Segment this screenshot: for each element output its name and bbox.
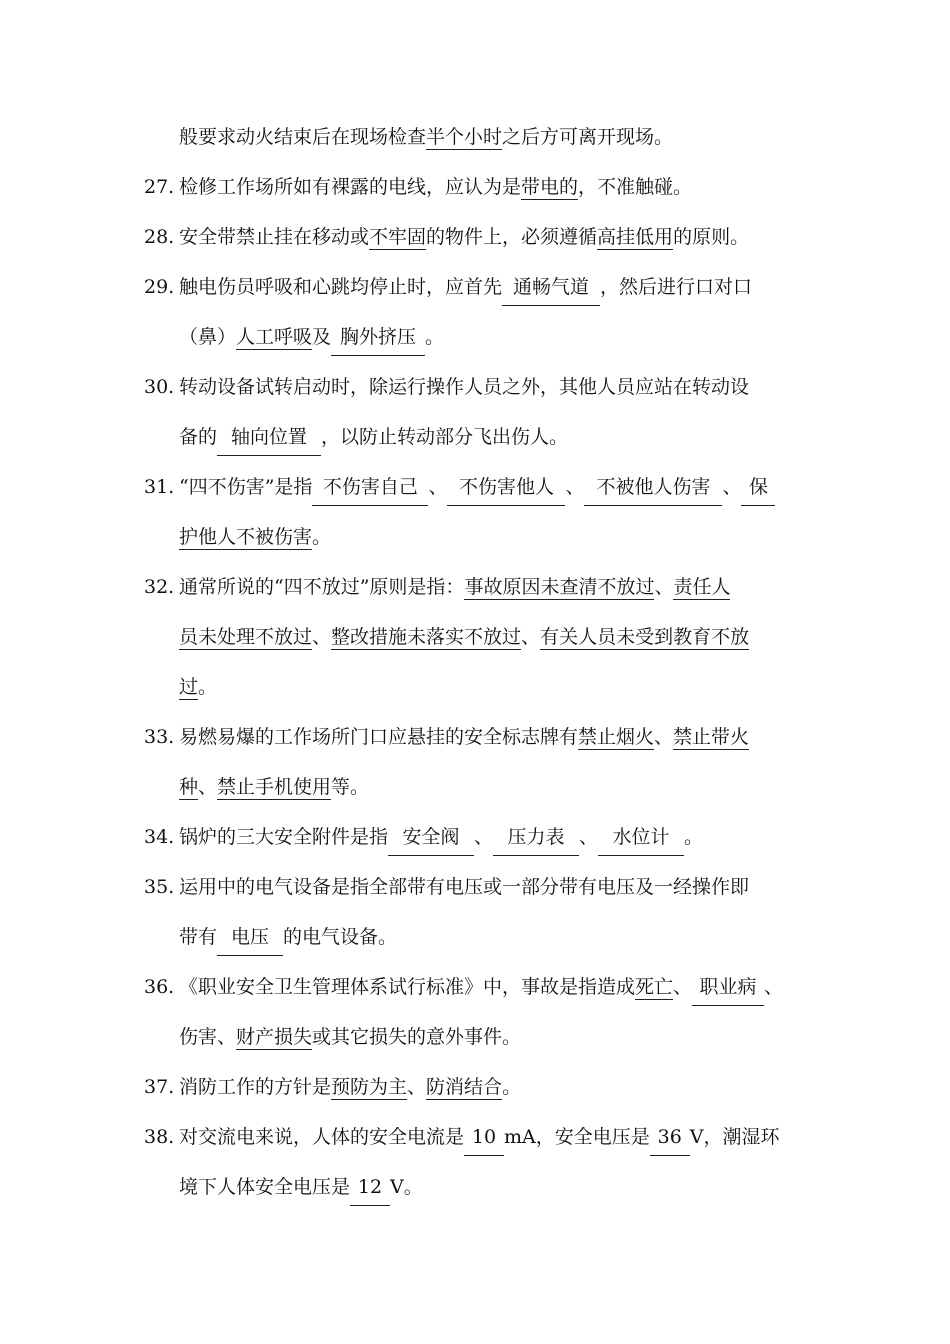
text-segment: ，以防止转动部分飞出伤人。 [321,426,569,448]
text-segment: 、 [407,1076,427,1098]
line-text [179,920,397,956]
answer-blank: 财产损失 [236,1026,313,1048]
item-number: 35. [144,876,175,898]
text-line [0,370,950,404]
text-segment: 检修工作场所如有裸露的电线，应认为是 [179,176,522,198]
text-segment: （鼻） [179,326,237,348]
text-segment: 备的 [179,426,218,448]
text-segment: 的原则。 [673,226,750,248]
text-segment: 、 [312,626,332,648]
line-text [179,420,568,456]
line-text [179,370,749,404]
answer-blank: 带电的 [521,176,579,198]
text-segment: 般要求动火结束后在现场检查 [179,126,427,148]
answer-blank: 防消结合 [426,1076,503,1098]
text-segment: 、 [722,476,742,498]
line-text [179,1070,521,1104]
text-line [0,270,950,304]
text-line [0,1070,950,1104]
answer-blank: 人工呼吸 [236,326,313,348]
text-line [0,120,950,154]
answer-blank: 责任人 [673,576,731,598]
item-number: 34. [144,826,175,848]
answer-blank: 通畅气道 [502,270,600,306]
text-segment: 、 [198,776,218,798]
text-segment: 、 [565,476,585,498]
line-text [179,820,703,856]
text-line [0,1120,950,1154]
text-segment: 。 [198,676,218,698]
answer-blank: 员未处理不放过 [179,626,313,648]
item-number: 33. [144,726,175,748]
item-number: 27. [144,176,175,198]
text-line [0,220,950,254]
text-segment: 的电气设备。 [283,926,398,948]
text-segment: 。 [502,1076,522,1098]
answer-blank: 水位计 [598,820,684,856]
text-segment: mA，安全电压是 [504,1126,650,1148]
text-segment: 、 [673,976,693,998]
text-line [0,920,950,954]
text-segment: 易燃易爆的工作场所门口应悬挂的安全标志牌有 [179,726,579,748]
text-segment: 触电伤员呼吸和心跳均停止时，应首先 [179,276,503,298]
line-text [179,320,444,356]
answer-blank: 禁止手机使用 [217,776,332,798]
text-segment: 安全带禁止挂在移动或 [179,226,370,248]
line-text [179,1020,521,1054]
item-number: 36. [144,976,175,998]
text-segment: 、 [474,826,494,848]
text-segment: ，不准触碰。 [578,176,693,198]
text-segment: 的物件上，必须遵循 [426,226,598,248]
line-text [179,1120,780,1156]
text-line [0,520,950,554]
answer-blank: 轴向位置 [217,420,321,456]
text-segment: 。 [425,326,445,348]
answer-blank: 保 [741,470,775,506]
text-segment: V。 [390,1176,423,1198]
item-number: 38. [144,1126,175,1148]
text-line [0,820,950,854]
answer-blank: 电压 [217,920,283,956]
line-text [179,770,369,804]
text-line [0,470,950,504]
answer-blank: 整改措施未落实不放过 [331,626,522,648]
item-number: 29. [144,276,175,298]
line-text [179,570,730,604]
line-text [179,870,749,904]
answer-blank: 半个小时 [426,126,503,148]
text-segment: 、 [764,976,784,998]
text-segment: 对交流电来说，人体的安全电流是 [179,1126,465,1148]
answer-blank: 不被他人伤害 [584,470,722,506]
text-segment: 、 [654,726,674,748]
text-line [0,1170,950,1204]
answer-blank: 不伤害他人 [447,470,565,506]
item-number: 32. [144,576,175,598]
line-text [179,520,331,554]
answer-blank: 有关人员未受到教育不放 [540,626,750,648]
text-line [0,570,950,604]
answer-blank: 种 [179,776,199,798]
item-number: 37. [144,1076,175,1098]
answer-blank: 高挂低用 [597,226,674,248]
line-text [179,670,217,704]
text-segment: 、 [579,826,599,848]
text-line [0,620,950,654]
item-number: 28. [144,226,175,248]
text-segment: 通常所说的“四不放过”原则是指： [179,576,465,598]
answer-blank: 过 [179,676,199,698]
answer-blank: 事故原因未查清不放过 [464,576,655,598]
item-number: 31. [144,476,175,498]
answer-blank: 死亡 [635,976,674,998]
text-line [0,870,950,904]
answer-blank: 36 [650,1120,690,1156]
text-segment: 、 [654,576,674,598]
text-segment: 伤害、 [179,1026,237,1048]
text-segment: 等。 [331,776,370,798]
line-text [179,120,673,154]
text-line [0,670,950,704]
answer-blank: 护他人不被伤害 [179,526,313,548]
line-text [179,220,749,254]
text-segment: 锅炉的三大安全附件是指 [179,826,389,848]
answer-blank: 胸外挤压 [331,320,425,356]
text-segment: 《职业安全卫生管理体系试行标准》中，事故是指造成 [179,976,636,998]
text-segment: 或其它损失的意外事件。 [312,1026,522,1048]
line-text [179,720,749,754]
text-segment: 、 [521,626,541,648]
answer-blank: 12 [350,1170,390,1206]
text-line [0,720,950,754]
text-line [0,320,950,354]
text-line [0,770,950,804]
answer-blank: 禁止烟火 [578,726,655,748]
answer-blank: 不伤害自己 [312,470,428,506]
text-segment: 之后方可离开现场。 [502,126,674,148]
answer-blank: 10 [464,1120,504,1156]
text-segment: 境下人体安全电压是 [179,1176,351,1198]
text-segment: V，潮湿环 [689,1126,780,1148]
text-segment: 带有 [179,926,218,948]
text-segment: 及 [312,326,332,348]
line-text [179,620,749,654]
text-segment: 运用中的电气设备是指全部带有电压或一部分带有电压及一经操作即 [179,876,750,898]
answer-blank: 安全阀 [388,820,474,856]
line-text [179,170,692,204]
line-text [179,270,752,306]
answer-blank: 预防为主 [331,1076,408,1098]
answer-blank: 职业病 [692,970,764,1006]
text-segment: 消防工作的方针是 [179,1076,332,1098]
line-text [179,470,775,506]
answer-blank: 禁止带火 [673,726,750,748]
line-text [179,1170,423,1206]
line-text [179,970,783,1006]
text-segment: 。 [684,826,704,848]
text-segment: 转动设备试转启动时，除运行操作人员之外，其他人员应站在转动设 [179,376,750,398]
text-segment: ，然后进行口对口 [600,276,753,298]
text-segment: “四不伤害”是指 [179,476,313,498]
text-line [0,1020,950,1054]
answer-blank: 压力表 [493,820,579,856]
text-segment: 、 [428,476,448,498]
text-line [0,970,950,1004]
text-segment: 。 [312,526,332,548]
text-line [0,170,950,204]
item-number: 30. [144,376,175,398]
answer-blank: 不牢固 [369,226,427,248]
text-line [0,420,950,454]
